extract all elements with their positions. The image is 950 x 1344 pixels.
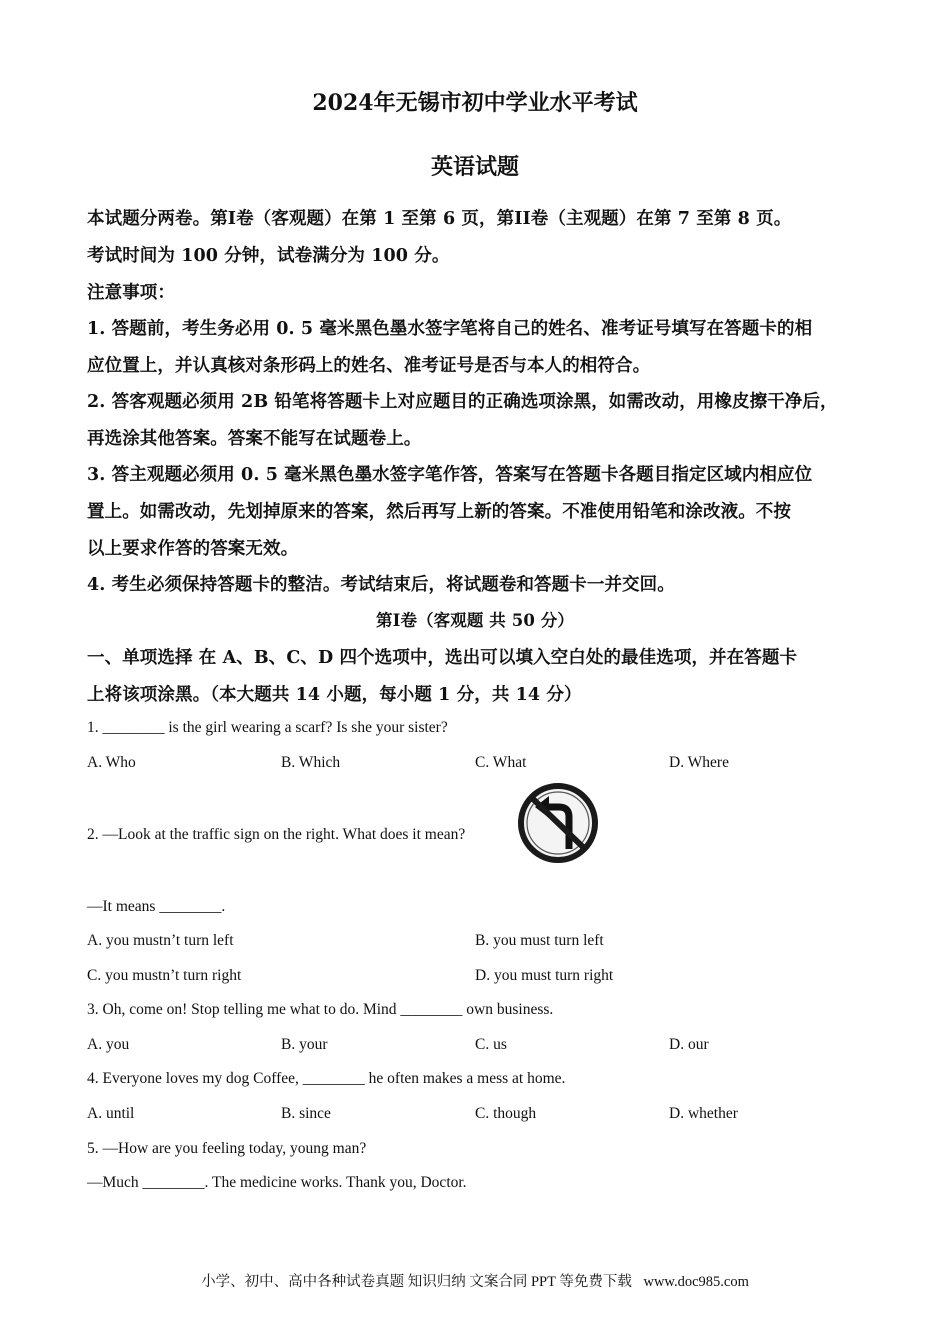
question-4-option-a: A. until [87,1105,135,1122]
no-left-turn-sign-icon [517,783,599,863]
note-1a: 1. 答题前，考生务必用 0. 5 毫米黑色墨水签字笔将自己的姓名、准考证号填写在答题卡的相 [87,319,813,339]
question-2-option-c: C. you mustn’t turn right [87,967,242,984]
question-3-stem: 3. Oh, come on! Stop telling me what to do. Mind ________ own business. [87,1001,554,1018]
note-1b: 应位置上，并认真核对条形码上的姓名、准考证号是否与本人的相符合。 [87,356,651,376]
question-2-stem: 2. —Look at the traffic sign on the right. What does it mean? [87,826,466,843]
notes-title: 注意事项： [87,283,175,303]
question-2-option-a: A. you mustn’t turn left [87,932,234,949]
footer-link[interactable]: www.doc985.com [643,1274,749,1290]
note-4: 4. 考生必须保持答题卡的整洁。考试结束后，将试题卷和答题卡一并交回。 [87,575,675,595]
note-2a: 2. 答客观题必须用 2B 铅笔将答题卡上对应题目的正确选项涂黑，如需改动，用橡皮擦干净后， [87,392,838,412]
intro-line-1: 本试题分两卷。第I卷（客观题）在第 1 至第 6 页，第II卷（主观题）在第 7 至第 8 页。 [87,209,792,229]
question-1-option-a: A. Who [87,754,136,771]
question-5-stem: 5. —How are you feeling today, young man? [87,1140,367,1157]
part-instructions-b: 上将该项涂黑。（本大题共 14 小题，每小题 1 分，共 14 分） [87,685,582,705]
question-3-option-b: B. your [281,1036,328,1053]
question-2-option-d: D. you must turn right [475,967,614,984]
question-5-reply: —Much ________. The medicine works. Thank you, Doctor. [87,1174,467,1191]
part-instructions-a: 一、单项选择 在 A、B、C、D 四个选项中，选出可以填入空白处的最佳选项，并在答题卡 [87,648,798,668]
question-1-option-b: B. Which [281,754,341,771]
question-2-reply: —It means ________. [87,898,226,915]
question-1-stem: 1. ________ is the girl wearing a scarf? Is she your sister? [87,719,448,736]
question-4-stem: 4. Everyone loves my dog Coffee, ________ he often makes a mess at home. [87,1070,566,1087]
question-3-option-c: C. us [475,1036,507,1053]
exam-subtitle: 英语试题 [430,154,519,180]
page-footer [0,1270,950,1291]
section-heading: 第I卷（客观题 共 50 分） [376,611,574,630]
note-3c: 以上要求作答的答案无效。 [87,539,299,559]
question-3-option-a: A. you [87,1036,130,1053]
question-4-option-c: C. though [475,1105,537,1122]
note-3a: 3. 答主观题必须用 0. 5 毫米黑色墨水签字笔作答，答案写在答题卡各题目指定区域内相应位 [87,465,813,485]
question-4-option-b: B. since [281,1105,331,1122]
exam-title: 2024年无锡市初中学业水平考试 [312,90,638,116]
note-2b: 再选涂其他答案。答案不能写在试题卷上。 [87,429,422,449]
question-4-option-d: D. whether [669,1105,738,1122]
question-1-option-d: D. Where [669,754,729,771]
footer-text: 小学、初中、高中各种试卷真题 知识归纳 文案合同 PPT 等免费下载 [201,1274,632,1290]
question-2-option-b: B. you must turn left [475,932,604,949]
note-3b: 置上。如需改动，先划掉原来的答案，然后再写上新的答案。不准使用铅笔和涂改液。不按 [87,502,791,522]
question-3-option-d: D. our [669,1036,709,1053]
question-1-option-c: C. What [475,754,527,771]
intro-line-2: 考试时间为 100 分钟，试卷满分为 100 分。 [87,246,450,266]
